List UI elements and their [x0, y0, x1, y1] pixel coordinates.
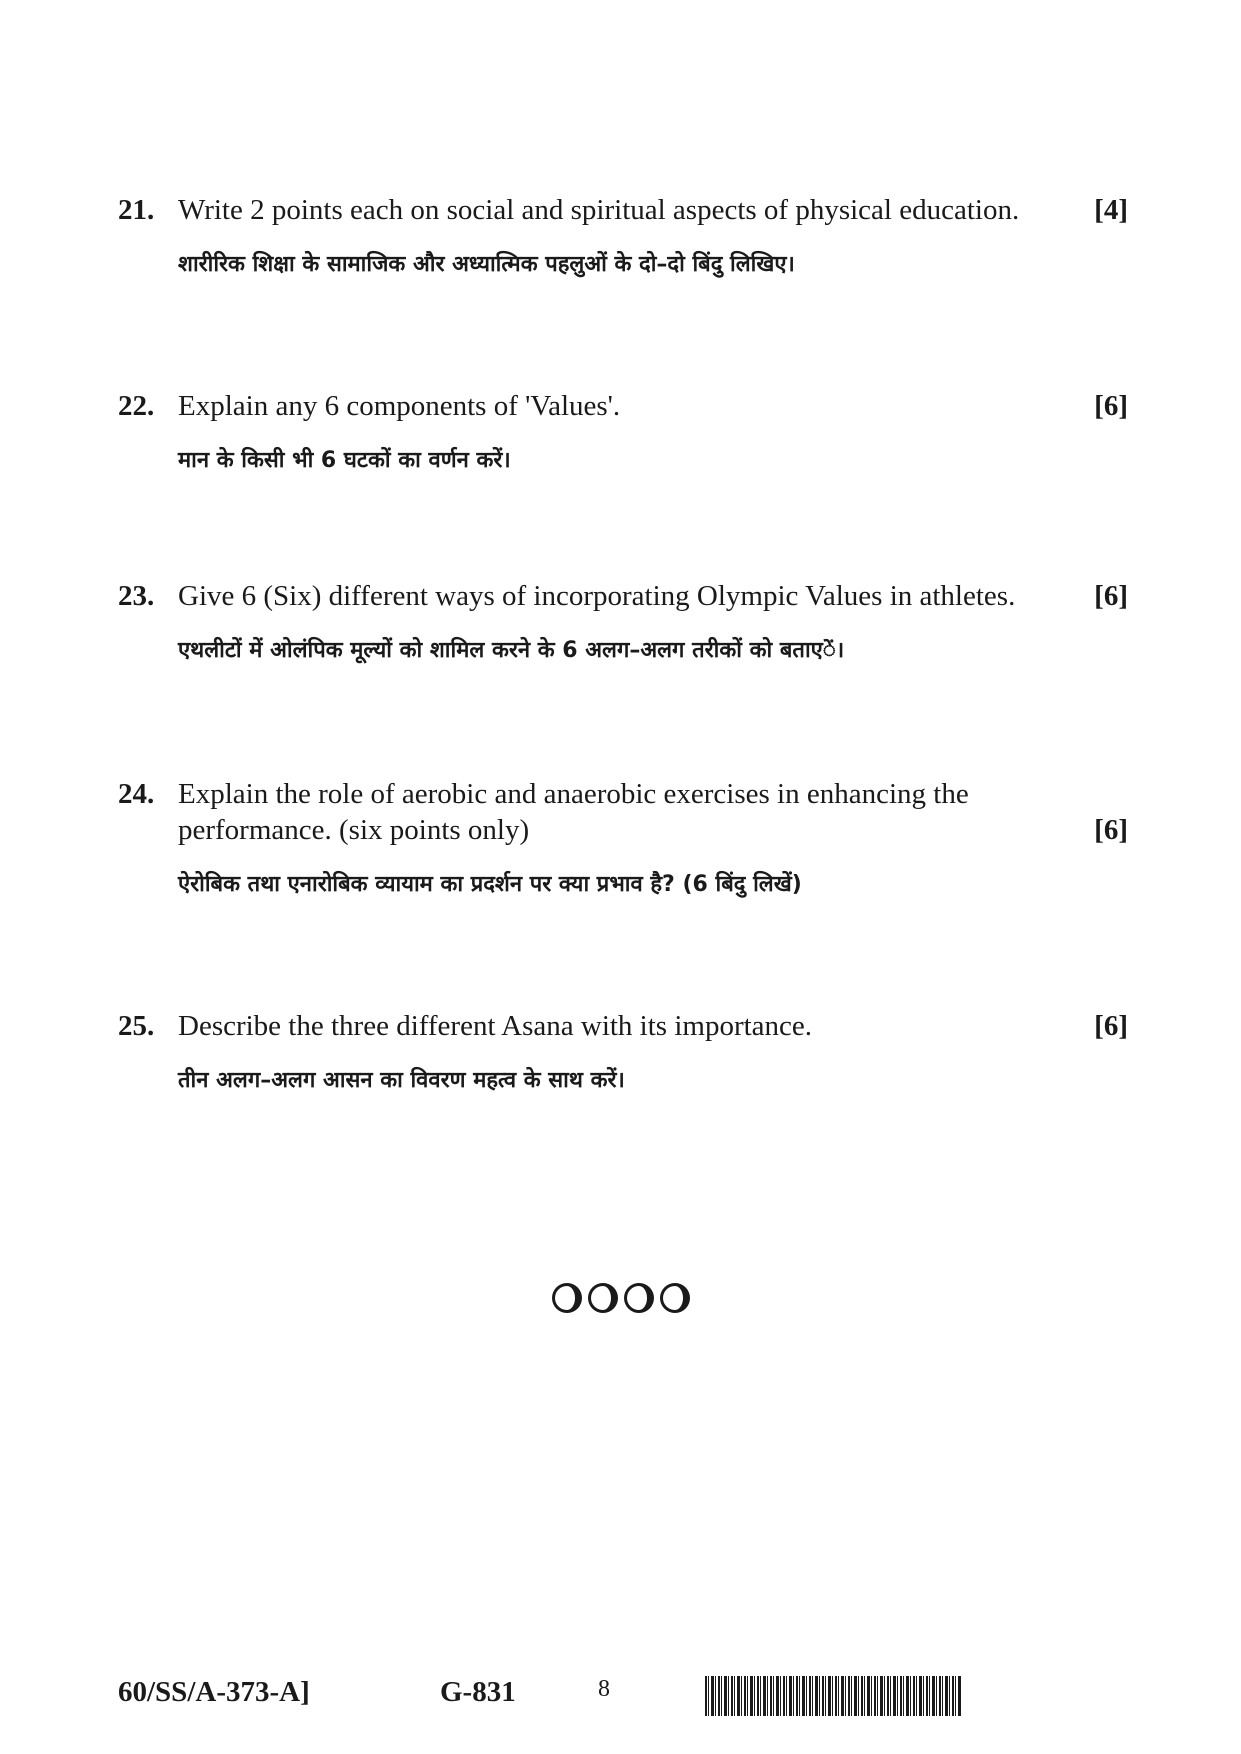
question-hindi-text: मान के किसी भी 6 घटकों का वर्णन करें।: [178, 448, 511, 473]
circle-icon: [588, 1283, 618, 1313]
question-text: Give 6 (Six) different ways of incorporating Olympic Values in athletes.: [178, 580, 1016, 612]
question-21-english-line: [118, 192, 1128, 228]
barcode-icon: [705, 1676, 961, 1716]
question-number: 24.: [118, 778, 155, 810]
question-23-english-line: [118, 578, 1128, 614]
question-hindi-text: शारीरिक शिक्षा के सामाजिक और अध्यात्मिक पहलुओं के दो–दो बिंदु लिखिए।: [178, 252, 795, 277]
question-21: [118, 192, 1128, 282]
question-23: [118, 578, 1128, 668]
question-text: Write 2 points each on social and spiritual aspects of physical education.: [178, 194, 1020, 226]
question-number: 22.: [118, 390, 155, 422]
question-25-english-line: [118, 1008, 1128, 1044]
question-24: [118, 776, 1128, 902]
question-22-english-line: [118, 388, 1128, 424]
question-hindi-text: तीन अलग–अलग आसन का विवरण महत्व के साथ करें।: [178, 1068, 625, 1093]
circle-icon: [552, 1283, 582, 1313]
question-marks: [4]: [1094, 194, 1128, 226]
circle-icon: [660, 1283, 690, 1313]
question-number: 23.: [118, 580, 155, 612]
question-marks: [6]: [1094, 580, 1128, 612]
question-hindi-text: एथलीटों में ओलंपिक मूल्यों को शामिल करने के 6 अलग–अलग तरीकों को बताएें।: [178, 638, 845, 663]
end-of-paper-circles-icon: [0, 1283, 1241, 1313]
paper-code: 60/SS/A-373-A]: [118, 1676, 310, 1708]
question-25: [118, 1008, 1128, 1098]
question-number: 21.: [118, 194, 155, 226]
question-marks: [6]: [1094, 1010, 1128, 1042]
circle-icon: [624, 1283, 654, 1313]
series-code: G-831: [440, 1676, 516, 1708]
question-marks: [6]: [1094, 390, 1128, 422]
question-text: Explain any 6 components of 'Values'.: [178, 390, 621, 422]
question-text: Describe the three different Asana with its importance.: [178, 1010, 813, 1042]
question-22: [118, 388, 1128, 478]
question-number: 25.: [118, 1010, 155, 1042]
question-24-english-line: [118, 776, 1128, 848]
question-text: Explain the role of aerobic and anaerobic exercises in enhancing the performance. (six points only): [178, 778, 969, 846]
question-marks: [6]: [1094, 814, 1128, 846]
question-hindi-text: ऐरोबिक तथा एनारोबिक व्यायाम का प्रदर्शन पर क्या प्रभाव है? (6 बिंदु लिखें): [178, 872, 802, 897]
page-footer: [118, 1676, 1128, 1716]
page-number: 8: [598, 1676, 610, 1702]
